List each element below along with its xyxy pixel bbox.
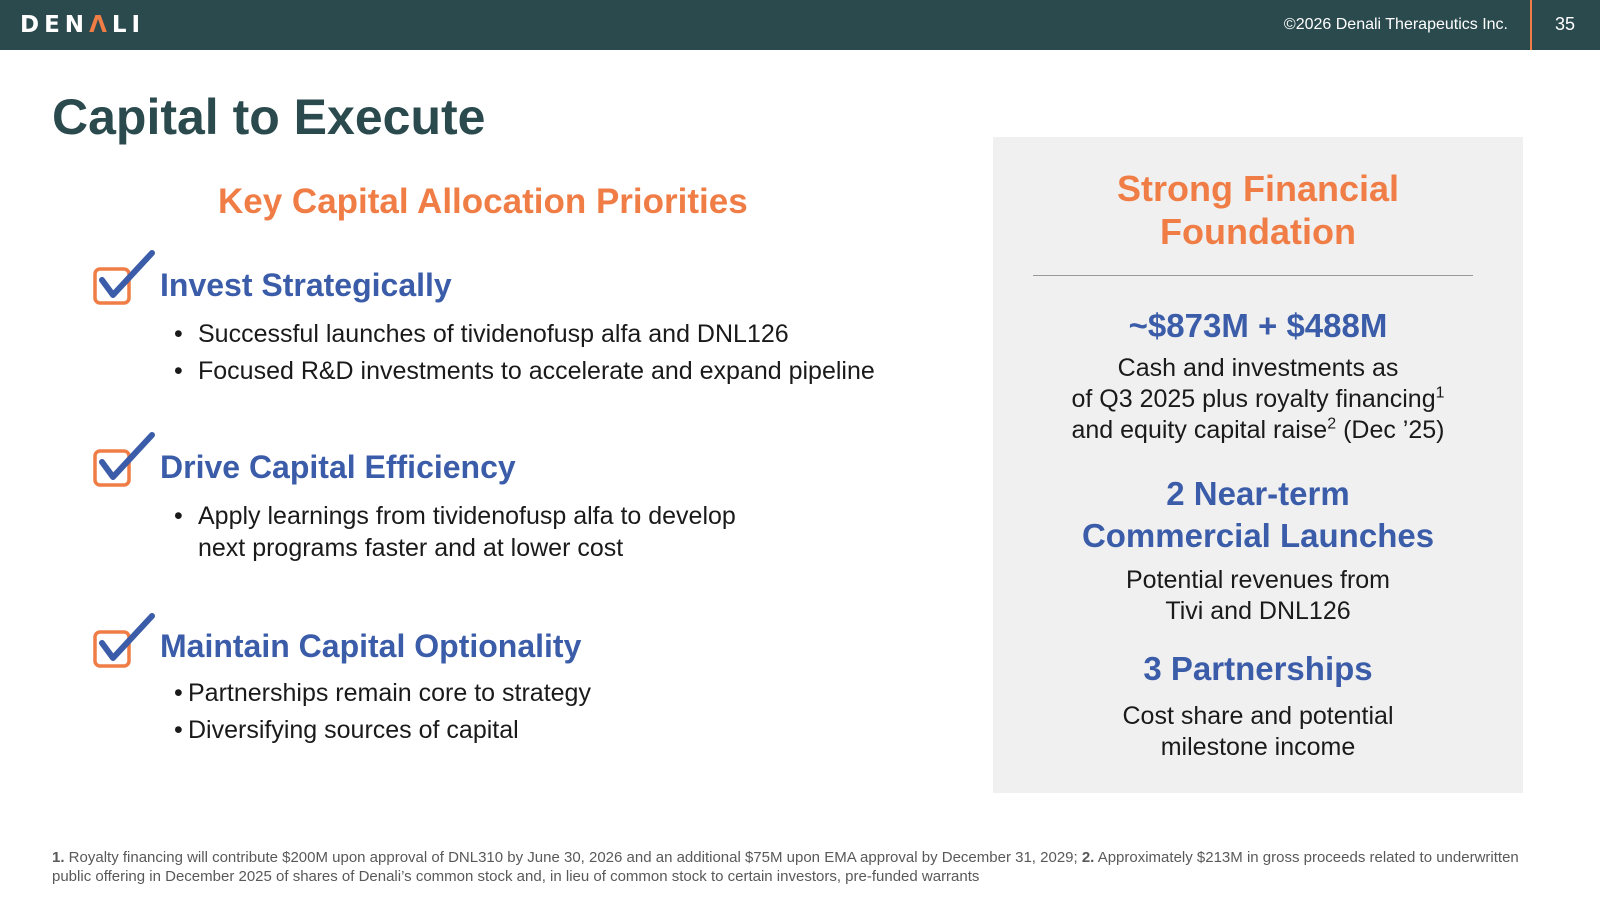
panel-title: Strong Financial Foundation — [1116, 168, 1400, 252]
bullet-item: • Apply learnings from tividenofusp alfa to develop — [172, 498, 736, 535]
bullet-item: • Successful launches of tividenofusp alfa and DNL126 — [172, 316, 875, 353]
stat-cash-description: Cash and investments as of Q3 2025 plus royalty financing$^1$ and equity capital raise$^2$ (Dec ’25) — [1071, 354, 1445, 444]
header-bar — [0, 0, 1600, 50]
section-title: Maintain Capital Optionality — [160, 628, 582, 664]
bullet-list — [172, 675, 591, 749]
bullet-item: • Partnerships remain core to strategy — [172, 675, 591, 712]
footnote: 1. Royalty financing will contribute $200M upon approval of DNL310 by June 30, 2026 and an additional $75M upon EMA approval by December 31, 2029; 2. Approximately $213M in gross proceeds related to underwritten public offering in December 2025 of shares of Denali’s common stock and, in lieu of common stock to certain investors, pre-funded warrants — [52, 849, 1519, 885]
checkbox-checked-icon — [92, 613, 158, 673]
bullet-item-continuation: next programs faster and at lower cost — [198, 534, 624, 562]
panel-divider — [1033, 275, 1473, 276]
bullet-item: • Diversifying sources of capital — [172, 712, 591, 749]
section-title: Invest Strategically — [160, 267, 452, 303]
logo-wordmark: DENΛLI — [20, 12, 146, 38]
section-title: Drive Capital Efficiency — [160, 449, 516, 485]
checkbox-checked-icon — [92, 432, 158, 492]
header-divider — [1530, 0, 1532, 50]
slide-title: Capital to Execute — [52, 89, 486, 145]
stat-launches-value: 2 Near-term Commercial Launches — [1081, 475, 1435, 554]
page-number: 35 — [1555, 14, 1576, 34]
stat-partnerships-description: Cost share and potential milestone income — [1122, 702, 1394, 761]
bullet-item: • Focused R&D investments to accelerate and expand pipeline — [172, 353, 875, 390]
bullet-list — [172, 498, 736, 567]
denali-logo — [20, 13, 145, 37]
priorities-heading: Key Capital Allocation Priorities — [218, 182, 748, 221]
stat-partnerships-value: 3 Partnerships — [1143, 650, 1373, 687]
stat-cash-value: ~$873M + $488M — [1128, 307, 1388, 344]
checkbox-checked-icon — [92, 250, 158, 310]
stat-launches-description: Potential revenues from Tivi and DNL126 — [1125, 566, 1391, 625]
financial-foundation-panel — [993, 137, 1523, 793]
copyright-text: ©2026 Denali Therapeutics Inc. — [1283, 16, 1508, 33]
bullet-list — [172, 316, 875, 390]
